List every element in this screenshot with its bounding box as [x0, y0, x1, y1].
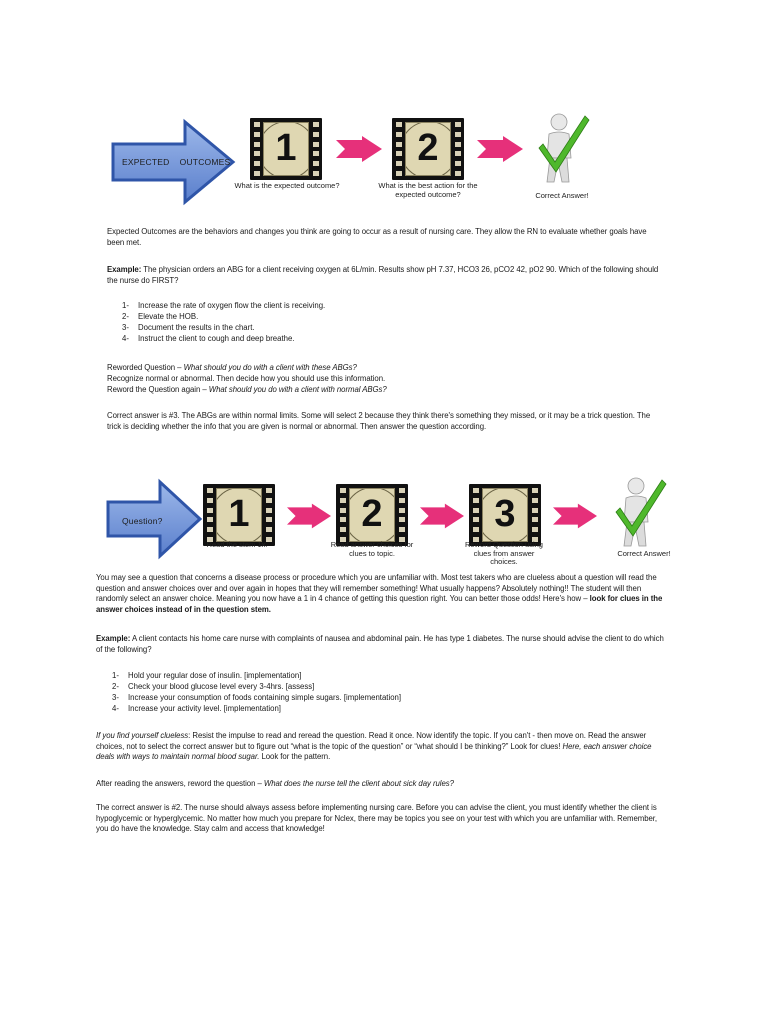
- arrow-label: EXPECTED OUTCOMES: [122, 157, 231, 167]
- step-number: 1: [228, 493, 250, 536]
- film-frame-step-3: [469, 484, 541, 546]
- final-label: Correct Answer!: [617, 549, 671, 558]
- answer-2: The correct answer is #2. The nurse should always assess before implementing nursing care. Before you can advise the client, you must identify whether the client is hypoglycemic or hyperglycemic. No matter how much you prepare for Nclex, there may be topics you see on your test with which you are unfamiliar with. Remember, you do have the knowledge. Stay calm and access that knowledge!: [96, 803, 658, 834]
- list-item: 3- Increase your consumption of foods containing simple sugars. [implementation]: [112, 693, 402, 702]
- arrow-label: Question?: [122, 516, 163, 526]
- chevron-arrow-icon: [336, 136, 382, 162]
- step-label-2: What is the best action for the expected outcome?: [378, 181, 478, 199]
- answer-1: Correct answer is #3. The ABGs are within normal limits. Some will select 2 because they think there's something they missed, or it may be a trick question. The trick is deciding whether the info that you are given is normal or abnormal. Then answer the question according.: [107, 411, 651, 431]
- reworded-block-1: Reworded Question – What should you do with a client with these ABGs? Recognize normal or abnormal. Then decide how you should use this information. Reword the Question again – What should you do with a client with normal ABGs?: [107, 363, 387, 395]
- chevron-arrow-icon: [477, 136, 523, 162]
- expected-outcomes-intro: [107, 227, 663, 248]
- example-text: The physician orders an ABG for a client receiving oxygen at 6L/min. Results show pH 7.37, HCO3 26, pCO2 42, pO2 90. Which of the following should the nurse do FIRST?: [107, 265, 659, 285]
- film-frame-step-1: [203, 484, 275, 546]
- film-frame-step-1: [250, 118, 322, 180]
- list-item: 2- Check your blood glucose level every 3-4hrs. [assess]: [112, 682, 315, 691]
- list-item: 4- Instruct the client to cough and deep breathe.: [122, 334, 295, 343]
- list-item: 3- Document the results in the chart.: [122, 323, 255, 332]
- clueless-advice: If you find yourself clueless: Resist the impulse to read and reread the question. Read it once. Now identify the topic. If you can't - then move on. Read the answer choices, not to select the correct answer but to figure out “what is the topic of the question” or “what should I be thinking?” Look for clues! Here, each answer choice deals with ways to maintain normal blood sugar. Look for the pattern.: [96, 731, 652, 762]
- chevron-arrow-icon: [553, 503, 597, 529]
- example-text: A client contacts his home care nurse with complaints of nausea and abdominal pain. He has type 1 diabetes. The nurse should advise the client to do which of the following?: [96, 634, 664, 654]
- step-number: 2: [417, 127, 439, 170]
- example-lead: Example:: [96, 634, 131, 643]
- step-label-3: Reword Question using clues from answer choices.: [465, 540, 543, 567]
- example-lead: Example:: [107, 265, 142, 274]
- list-item: 1- Increase the rate of oxygen flow the client is receiving.: [122, 301, 326, 310]
- list-item: 1- Hold your regular dose of insulin. [implementation]: [112, 671, 302, 680]
- intro-paragraph: Expected Outcomes are the behaviors and changes you think are going to occur as a result of nursing care. They allow the RN to evaluate whether goals have been met.: [107, 227, 647, 247]
- example-2-options: [112, 670, 612, 714]
- chevron-arrow-icon: [420, 503, 464, 529]
- step-label-2: Read answer choices for clues to topic.: [330, 540, 414, 558]
- list-item: 4- Increase your activity level. [implementation]: [112, 704, 281, 713]
- list-item: 2- Elevate the HOB.: [122, 312, 199, 321]
- step-number: 2: [361, 493, 383, 536]
- chevron-arrow-icon: [287, 503, 331, 529]
- example-2: [96, 634, 664, 655]
- film-frame-step-2: [392, 118, 464, 180]
- example-1: [107, 265, 663, 286]
- person-checkmark-icon: [612, 474, 668, 550]
- step-label-1: What is the expected outcome?: [234, 181, 340, 190]
- final-label: Correct Answer!: [535, 191, 589, 200]
- film-frame-step-2: [336, 484, 408, 546]
- step-number: 3: [494, 493, 516, 536]
- step-label-1: Read the stem 1x.: [206, 540, 268, 549]
- example-1-options: [122, 300, 622, 344]
- after-reading: After reading the answers, reword the question – What does the nurse tell the client about sick day rules?: [96, 779, 454, 788]
- person-checkmark-icon: [535, 110, 591, 186]
- step-number: 1: [275, 127, 297, 170]
- clueless-intro: You may see a question that concerns a disease process or procedure which you are unfamiliar with. Most test takers who are clueless about a question will read the question and answer choices over and over again in hopes that they will remember something! What usually happens? Absolutely nothing!! The student will then randomly select an answer choice. Meaning you now have a 1 in 4 chance of getting this question right. You can better those odds! Here's how – look for clues in the answer choices instead of in the question stem.: [96, 573, 663, 614]
